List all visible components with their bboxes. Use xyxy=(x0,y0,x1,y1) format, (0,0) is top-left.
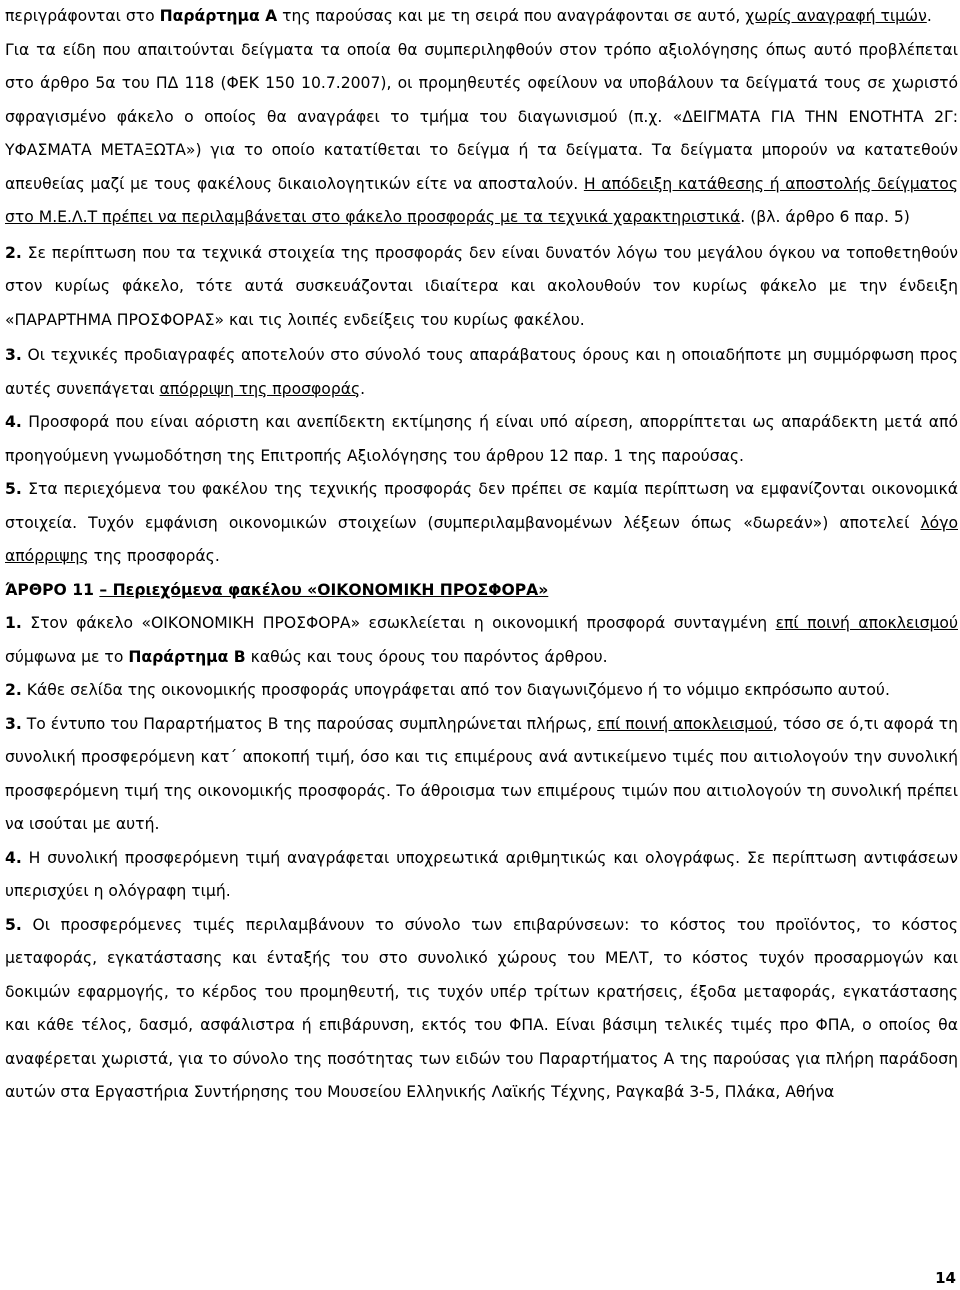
paragraph-text: Προσφορά που είναι αόριστη και ανεπίδεκτη εκτίμησης ή είναι υπό αίρεση, απορρίπτεται ως απαράδεκτη μετά από προηγούμενη γνωμοδότηση της Επιτροπής Αξιολόγησης του άρθρου 12 παρ. 1 της παρούσας. xyxy=(5,413,958,465)
paragraph-end: . xyxy=(360,379,366,398)
paragraph-end: της προσφοράς. xyxy=(88,547,220,565)
intro-paragraph xyxy=(5,0,958,34)
paragraph-number: 4. xyxy=(5,848,22,867)
paragraph-2 xyxy=(5,237,958,338)
paragraph-text: Οι προσφερόμενες τιμές περιλαμβάνουν το σύνολο των επιβαρύνσεων: το κόστος του προϊόντος, το κόστος μεταφοράς, εγκατάστασης και ένταξής του στο συνολικό χώρους του ΜΕΛΤ, το κόστος τυχόν προσαρμογών και δοκιμών εφαρμογής, το κέρδος του προμηθευτή, τις τυχόν υπέρ τρίτων κρατήσεις, έξοδα μεταφοράς, εγκατάστασης και κάθε τέλος, δασμό, ασφάλιστρα ή επιβάρυνση, εκτός του ΦΠΑ. Είναι βάσιμη τελικές τιμές προ ΦΠΑ, ο οποίος θα αναφέρεται χωριστά, για το σύνολο της ποσότητας των ειδών του Παραρτήματος Α της παρούσας για πλήρη παράδοση αυτών στα Εργαστήρια Συντήρησης του Μουσείου Ελληνικής Λαϊκής Τέχνης, Ραγκαβά 3-5, Πλάκα, Αθήνα xyxy=(5,915,958,1101)
article-11-paragraph-2 xyxy=(5,674,958,708)
paragraph-number: 3. xyxy=(5,346,22,364)
paragraph-number: 5. xyxy=(5,480,22,498)
intro-text: περιγράφονται στο xyxy=(5,7,160,25)
annex-a-ref: Παράρτημα Α xyxy=(159,7,278,25)
paragraph-text-3: καθώς και τους όρους του παρόντος άρθρου. xyxy=(245,647,608,666)
article-11-paragraph-4 xyxy=(5,842,958,909)
exclusion-note: επί ποινή αποκλεισμού xyxy=(775,614,958,632)
paragraph-number: 3. xyxy=(5,714,22,733)
paragraph-text: Το έντυπο του Παραρτήματος Β της παρούσας συμπληρώνεται πλήρως, xyxy=(21,714,598,733)
intro-text-2: της παρούσας και με τη σειρά που αναγράφονται σε αυτό, xyxy=(277,7,746,25)
paragraph-text: Στον φάκελο «ΟΙΚΟΝΟΜΙΚΗ ΠΡΟΣΦΟΡΑ» εσωκλείεται η οικονομική προσφορά συνταγμένη xyxy=(21,614,776,632)
article-11-heading xyxy=(5,574,958,608)
paragraph-text-2: σύμφωνα με το xyxy=(5,647,129,666)
paragraph-3 xyxy=(5,339,958,406)
article-11-paragraph-5 xyxy=(5,909,958,1110)
intro-end: . xyxy=(926,7,932,25)
paragraph-number: 4. xyxy=(5,413,22,431)
paragraph-number: 2. xyxy=(5,681,22,699)
paragraph-text: Οι τεχνικές προδιαγραφές αποτελούν στο σύνολό τους απαράβατους όρους και η οποιαδήποτε μη συμμόρφωση προς αυτές συνεπάγεται xyxy=(5,346,958,398)
document-page xyxy=(5,0,958,1110)
paragraph-number: 1. xyxy=(5,614,22,632)
article-11-paragraph-3 xyxy=(5,708,958,842)
no-prices-note: χωρίς αναγραφή τιμών xyxy=(745,7,927,25)
page-number: 14 xyxy=(935,1269,956,1287)
paragraph-text: Κάθε σελίδα της οικονομικής προσφοράς υπογράφεται από τον διαγωνιζόμενο ή το νόμιμο εκπρόσωπο αυτού. xyxy=(21,681,890,699)
samples-paragraph xyxy=(5,34,958,235)
annex-b-ref: Παράρτημα Β xyxy=(128,647,246,666)
paragraph-number: 2. xyxy=(5,243,22,262)
paragraph-text: Στα περιεχόμενα του φακέλου της τεχνικής προσφοράς δεν πρέπει σε καμία περίπτωση να εμφανίζονται οικονομικά στοιχεία. Τυχόν εμφάνιση οικονομικών στοιχείων (συμπεριλαμβανομένων λέξεων όπως «δωρεάν») αποτελεί xyxy=(5,480,958,532)
samples-text: Για τα είδη που απαιτούνται δείγματα τα οποία θα συμπεριληφθούν στον τρόπο αξιολόγησης όπως αυτό προβλέπεται στο άρθρο 5α του ΠΔ 118 (ΦΕΚ 150 10.7.2007), οι προμηθευτές οφείλουν να υποβάλουν τα δείγματά τους σε χωριστό σφραγισμένο φάκελο ο οποίος θα αναγράφει το τμήμα του διαγωνισμού (π.χ. «ΔΕΙΓΜΑΤΑ ΓΙΑ ΤΗΝ ΕΝΟΤΗΤΑ 2Γ: ΥΦΑΣΜΑΤΑ ΜΕΤΑΞΩΤΑ») για το οποίο κατατίθεται το δείγμα ή τα δείγματα. Τα δείγματα μπορούν να κατατεθούν απευθείας μαζί με τους φακέλους δικαιολογητικών είτε να αποσταλούν. xyxy=(5,40,958,193)
article-11-paragraph-1 xyxy=(5,607,958,674)
paragraph-text-2: , τόσο σε ό,τι αφορά τη συνολική προσφερόμενη κατ΄ αποκοπή τιμή, όσο και τις επιμέρους ανά αντικείμενο τιμές που αιτιολογούν την συνολική προσφερόμενη τιμή της οικονομικής προσφοράς. Το άθροισμα των επιμέρους τιμών που αιτιολογούν τη συνολική πρέπει να ισούται με αυτή. xyxy=(5,714,958,833)
exclusion-note: επί ποινή αποκλεισμού xyxy=(597,714,773,733)
paragraph-number: 5. xyxy=(5,915,22,934)
paragraph-text: Η συνολική προσφερόμενη τιμή αναγράφεται υποχρεωτικά αριθμητικώς και ολογράφως. Σε περίπτωση αντιφάσεων υπερισχύει η ολόγραφη τιμή. xyxy=(5,848,958,900)
samples-reference: . (βλ. άρθρο 6 παρ. 5) xyxy=(740,208,910,226)
article-number: ΆΡΘΡΟ 11 xyxy=(5,580,100,599)
samples-receipt-note: Η απόδειξη κατάθεσης ή αποστολής δείγματος στο Μ.Ε.Λ.Τ πρέπει να περιλαμβάνεται στο φάκελο προσφοράς με τα τεχνικά χαρακτηριστικά xyxy=(5,174,958,226)
paragraph-text: Σε περίπτωση που τα τεχνικά στοιχεία της προσφοράς δεν είναι δυνατόν λόγω του μεγάλου όγκου να τοποθετηθούν στον κυρίως φάκελο, τότε αυτά συσκευάζονται ιδιαίτερα και ακολουθούν τον κυρίως φάκελο με την ένδειξη «ΠΑΡΑΡΤΗΜΑ ΠΡΟΣΦΟΡΑΣ» και τις λοιπές ενδείξεις του κυρίως φακέλου. xyxy=(5,243,958,329)
rejection-reason: λόγο απόρριψης xyxy=(5,513,958,565)
paragraph-5 xyxy=(5,473,958,574)
article-title: – Περιεχόμενα φακέλου «ΟΙΚΟΝΟΜΙΚΗ ΠΡΟΣΦΟΡΑ» xyxy=(99,580,549,599)
rejection-note: απόρριψη της προσφοράς xyxy=(159,379,361,398)
paragraph-4 xyxy=(5,406,958,473)
